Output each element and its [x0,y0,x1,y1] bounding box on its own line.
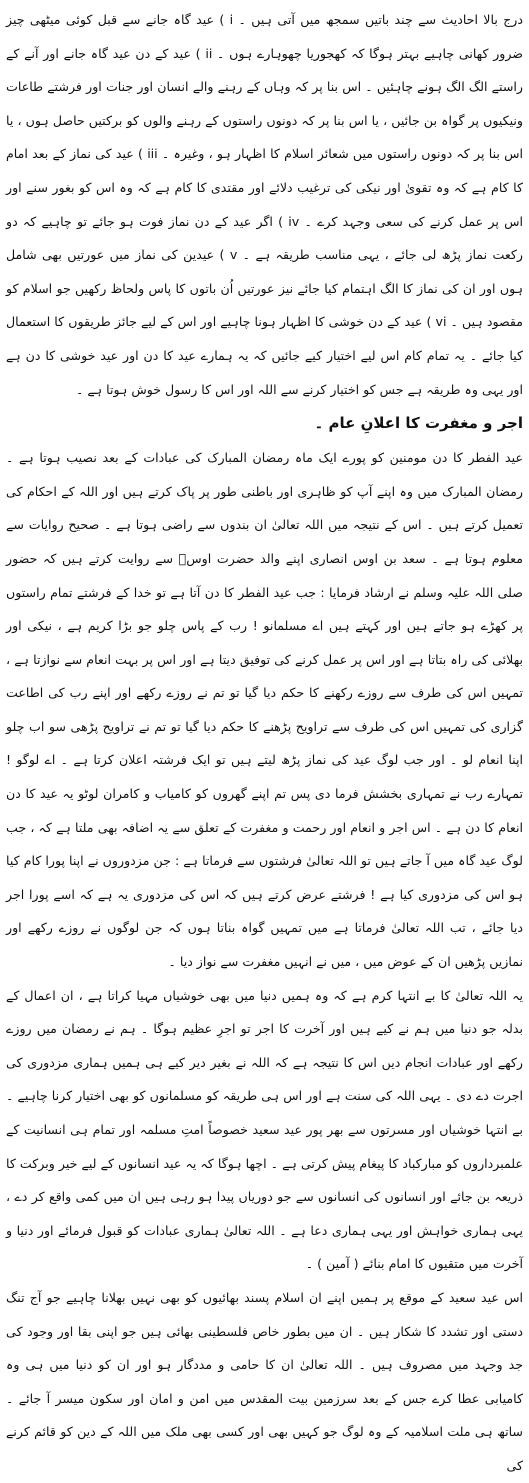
paragraph-remember-brothers: اس عید سعید کے موقع پر ہمیں اپنے ان اسلام پسند بھائیوں کو بھی نہیں بھلانا چاہیے جو آج تنگ دستی اور تشدد کا شکار ہیں ۔ ان میں بطور خاص فلسطینی بھائی ہیں جو اپنی بقا اور وجود کی جد وجہد میں مصروف ہیں ۔ اللہ تعالیٰ ان کا حامی و مددگار ہو اور ان کو دنیا میں ہی وہ کامیابی عطا کرے جس کے بعد سرزمین بیت المقدس میں امن و امان اور سکون میسر آ جائے ۔ ساتھ ہی ملت اسلامیہ کے وہ لوگ جو کہیں بھی اور کسی بھی ملک میں اللہ کے دین کو قائم کرنے کی [6,1289,523,1473]
paragraph-eid-lessons: درج بالا احادیث سے چند باتیں سمجھ میں آتی ہیں ۔ i ) عید گاہ جانے سے قبل کوئی میٹھی چیز ضرور کھانی چاہیے بہتر ہوگا کہ کھجوریا چھوہارے ہوں ۔ ii ) عید کے دن عید گاہ جانے اور آنے کے راستے الگ الگ ہونے چاہئیں ۔ اس بنا پر کہ وہاں کے رہنے والے انسان اور جنات اور فرشتے طاعات ونیکیوں پر گواہ بن جائیں ، یا اس بنا پر کہ دونوں راستوں کے رہنے والوں کو برکتیں حاصل ہوں ، یا اس بنا پر کہ دونوں راستوں میں شعائر اسلام کا اظہار ہو ، وغیرہ ۔ iii ) عید کی نماز کے بعد امام کا کام ہے کہ وہ تقویٰ اور نیکی کی ترغیب دلائے اور مقتدی کا کام ہے کہ وہ اس کو بغور سنے اور اس پر عمل کرنے کی سعی وجہد کرے ۔ iv ) اگر عید کے دن نماز فوت ہو جائے تو چاہیے کہ دو رکعت نماز پڑھ لی جائے ، یہی مناسب طریقہ ہے ۔ v ) عیدین کی نماز میں عورتیں بھی شامل ہوں اور ان کی نماز کا الگ اہتمام کیا جائے نیز عورتیں اُن باتوں کا پاس ولحاظ رکھیں جو اسلام کو مقصود ہیں ۔ vi ) عید کے دن خوشی کا اظہار ہونا چاہیے اور اس کے لیے جائز طریقوں کا استعمال کیا جائے ۔ یہ تمام کام اس لیے اختیار کیے جائیں کہ یہ ہمارے عید کا دن اور عید خوشی کا دن ہے اور یہی وہ طریقہ ہے جس کو اختیار کرنے سے اللہ اور اس کا رسول خوش ہوتا ہے ۔ [6,12,524,397]
paragraph-eid-reward: عید الفطر کا دن مومنین کو پورے ایک ماہ رمضان المبارک کی عبادات کے بعد نصیب ہوتا ہے ۔ رمضان المبارک میں وہ اپنے آپ کو ظاہری اور باطنی طور پر پاک کرتے ہیں اور اللہ کے احکام کی تعمیل کرتے ہیں ۔ اس کے نتیجہ میں اللہ تعالیٰ ان بندوں سے راضی ہوتا ہے ۔ صحیح روایات سے معلوم ہوتا ہے ۔ سعد بن اوس انصاری اپنے والد حضرت اوسؓ سے روایت کرتے ہیں کہ حضور صلی اللہ علیہ وسلم نے ارشاد فرمایا : جب عید الفطر کا دن آتا ہے تو خدا کے فرشتے تمام راستوں پر کھڑے ہو جاتے ہیں اور کہتے ہیں اے مسلمانو ! رب کے پاس چلو جو بڑا کریم ہے ، نیکی اور بھلائی کی راہ بتاتا ہے اور اس پر عمل کرنے کی توفیق دیتا ہے اور اس پر بہت انعام سے نوازتا ہے ، تمہیں اس کی طرف سے روزے رکھنے کا حکم دیا گیا تو تم نے روزے رکھے اور اپنے رب کی اطاعت گزاری کی تمہیں اس کی طرف سے تراویح پڑھنے کا حکم دیا گیا تو تم نے تراویح پڑھی سو اب چلو اپنا انعام لو ۔ اور جب لوگ عید کی نماز پڑھ لیتے ہیں تو ایک فرشتہ اعلان کرتا ہے ۔ اے لوگو ! تمہارے رب نے تمہاری بخشش فرما دی پس تم اپنے گھروں کو کامیاب و کامران لوٹو یہ عید کا دن انعام کا دن ہے ۔ اس اجر و انعام اور رحمت و مغفرت کے تعلق سے یہ اضافہ بھی ملتا ہے کہ ، جب لوگ عید گاہ میں آ جاتے ہیں تو اللہ تعالیٰ فرشتوں سے فرماتا ہے : جن مزدوروں نے اپنا پورا کام کیا ہو اس کی مزدوری کیا ہے ! فرشتے عرض کرتے ہیں کہ اس کی مزدوری یہ ہے کہ اسے پورا اجر دیا جائے ، تب اللہ تعالیٰ فرماتا ہے میں تمہیں گواہ بناتا ہوں کہ جن لوگوں نے روزے رکھے اور نمازیں پڑھیں ان کے عوض میں ، میں نے انہیں مغفرت سے نواز دیا ۔ [6,450,523,970]
paragraph-allah-grace: یہ اللہ تعالیٰ کا بے انتہا کرم ہے کہ وہ ہمیں دنیا میں بھی خوشیاں مہیا کراتا ہے ، ان اعمال کے بدلہ جو دنیا میں ہم نے کیے ہیں اور آخرت کا اجر تو اجرِ عظیم ہوگا ۔ ہم نے رمضان میں روزے رکھے اور عبادات انجام دیں اس کا نتیجہ ہے کہ اللہ نے بغیر دیر کیے ہی ہمیں ہماری مزدوری کی اجرت دے دی ۔ یہی اللہ کی سنت ہے اور اس ہی طریقہ کو مسلمانوں کو بھی اختیار کرنا چاہیے ۔ بے انتہا خوشیاں اور مسرتوں سے بھر پور عید سعید خصوصاً امتِ مسلمہ اور تمام ہی انسانیت کے علمبرداروں کو مبارکباد کا پیغام پیش کرتی ہے ۔ اچھا ہوگا کہ یہ عید انسانوں کے لیے خیر وبرکت کا ذریعہ بن جائے اور انسانوں کی انسانوں سے جو دوریاں پیدا ہو رہی ہیں ان میں کمی واقع کر دے ، یہی ہماری خواہش اور یہی ہماری دعا ہے ۔ اللہ تعالیٰ ہماری عبادات کو قبول فرمائے اور دنیا و آخرت میں متقیوں کا امام بنائے ( آمین ) ۔ [6,987,523,1272]
section-heading: اجر و مغفرت کا اعلانِ عام ۔ [314,414,523,433]
